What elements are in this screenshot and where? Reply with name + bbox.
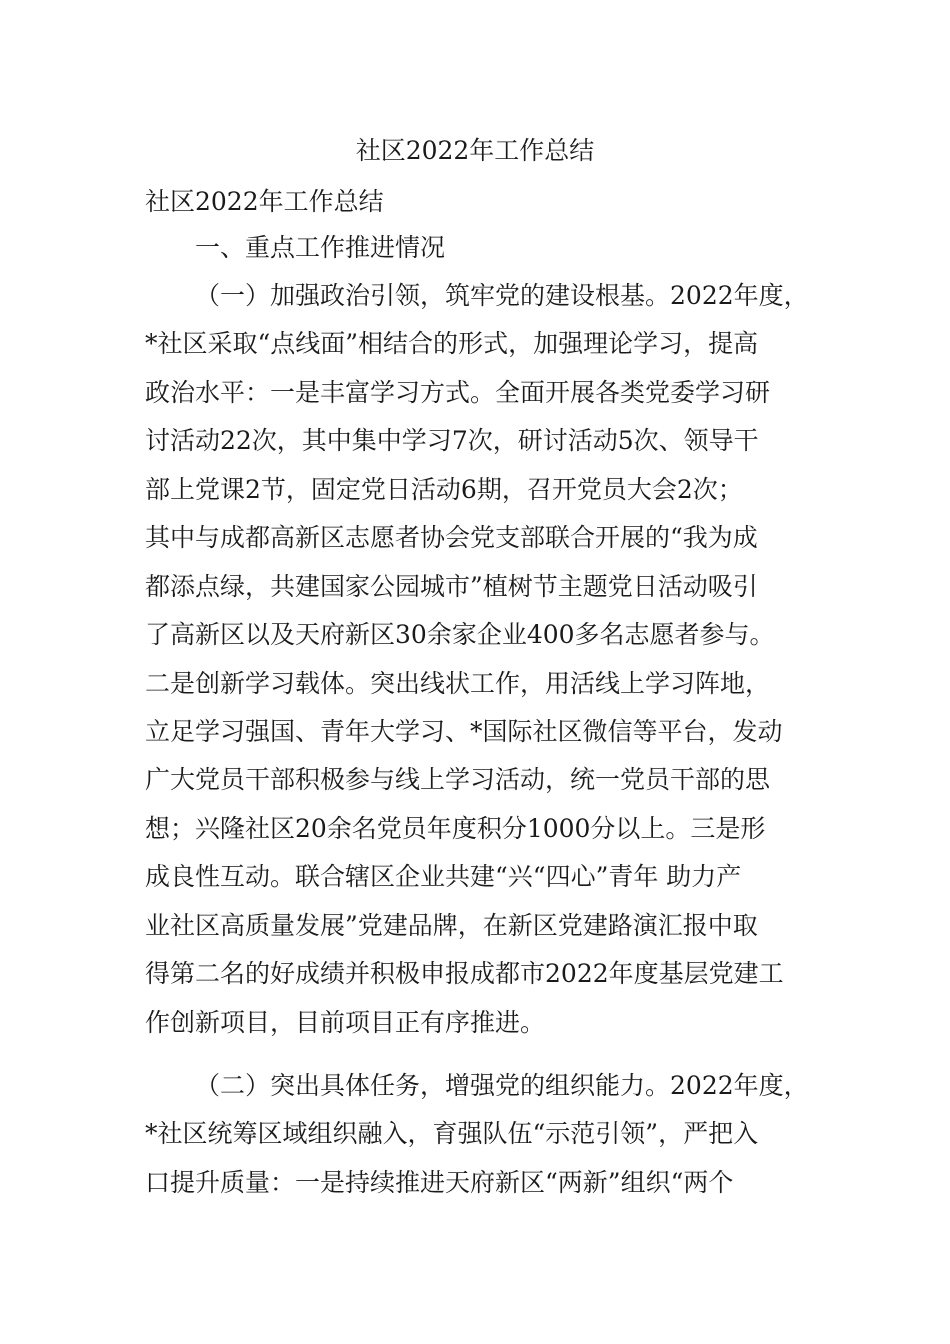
paragraph-line: 立足学习强国、青年大学习、*国际社区微信等平台，发动 <box>145 716 783 746</box>
paragraph-line: 都添点绿，共建国家公园城市”植树节主题党日活动吸引 <box>145 571 758 601</box>
paragraph-line: 二是创新学习载体。突出线状工作，用活线上学习阵地， <box>145 668 771 698</box>
paragraph-line: *社区采取“点线面”相结合的形式，加强理论学习，提高 <box>145 329 759 359</box>
document-body <box>145 180 845 1207</box>
paragraph-line: 口提升质量：一是持续推进天府新区“两新”组织“两个 <box>145 1167 734 1197</box>
document-title: 社区2022年工作总结 <box>355 136 595 165</box>
paragraph-line: 政治水平：一是丰富学习方式。全面开展各类党委学习研 <box>145 377 771 407</box>
paragraph-line: 想；兴隆社区20余名党员年度积分1000分以上。三是形 <box>145 813 766 843</box>
paragraph-1 <box>145 272 845 1047</box>
paragraph-line: 成良性互动。联合辖区企业共建“兴“四心”青年 助力产 <box>145 862 742 892</box>
paragraph-2 <box>145 1062 845 1207</box>
paragraph-line: 讨活动22次，其中集中学习7次，研讨活动5次、领导干 <box>145 426 759 456</box>
paragraph-line: *社区统筹区域组织融入，育强队伍“示范引领”，严把入 <box>145 1119 759 1149</box>
paragraph-line: 作创新项目，目前项目正有序推进。 <box>145 1007 546 1037</box>
paragraph-line: （二）突出具体任务，增强党的组织能力。2022年度， <box>195 1071 809 1100</box>
section-heading: 一、重点工作推进情况 <box>195 233 446 262</box>
document-subtitle: 社区2022年工作总结 <box>145 187 384 216</box>
paragraph-line: （一）加强政治引领，筑牢党的建设根基。2022年度， <box>195 281 809 310</box>
paragraph-line: 业社区高质量发展”党建品牌，在新区党建路演汇报中取 <box>145 910 758 940</box>
paragraph-line: 其中与成都高新区志愿者协会党支部联合开展的“我为成 <box>145 523 758 553</box>
paragraph-line: 得第二名的好成绩并积极申报成都市2022年度基层党建工 <box>145 959 784 989</box>
paragraph-line: 了高新区以及天府新区30余家企业400多名志愿者参与。 <box>145 620 775 650</box>
paragraph-line: 广大党员干部积极参与线上学习活动，统一党员干部的思 <box>145 765 771 795</box>
paragraph-line: 部上党课2节，固定党日活动6期，召开党员大会2次； <box>145 474 743 504</box>
paragraph-spacer <box>145 1047 845 1062</box>
